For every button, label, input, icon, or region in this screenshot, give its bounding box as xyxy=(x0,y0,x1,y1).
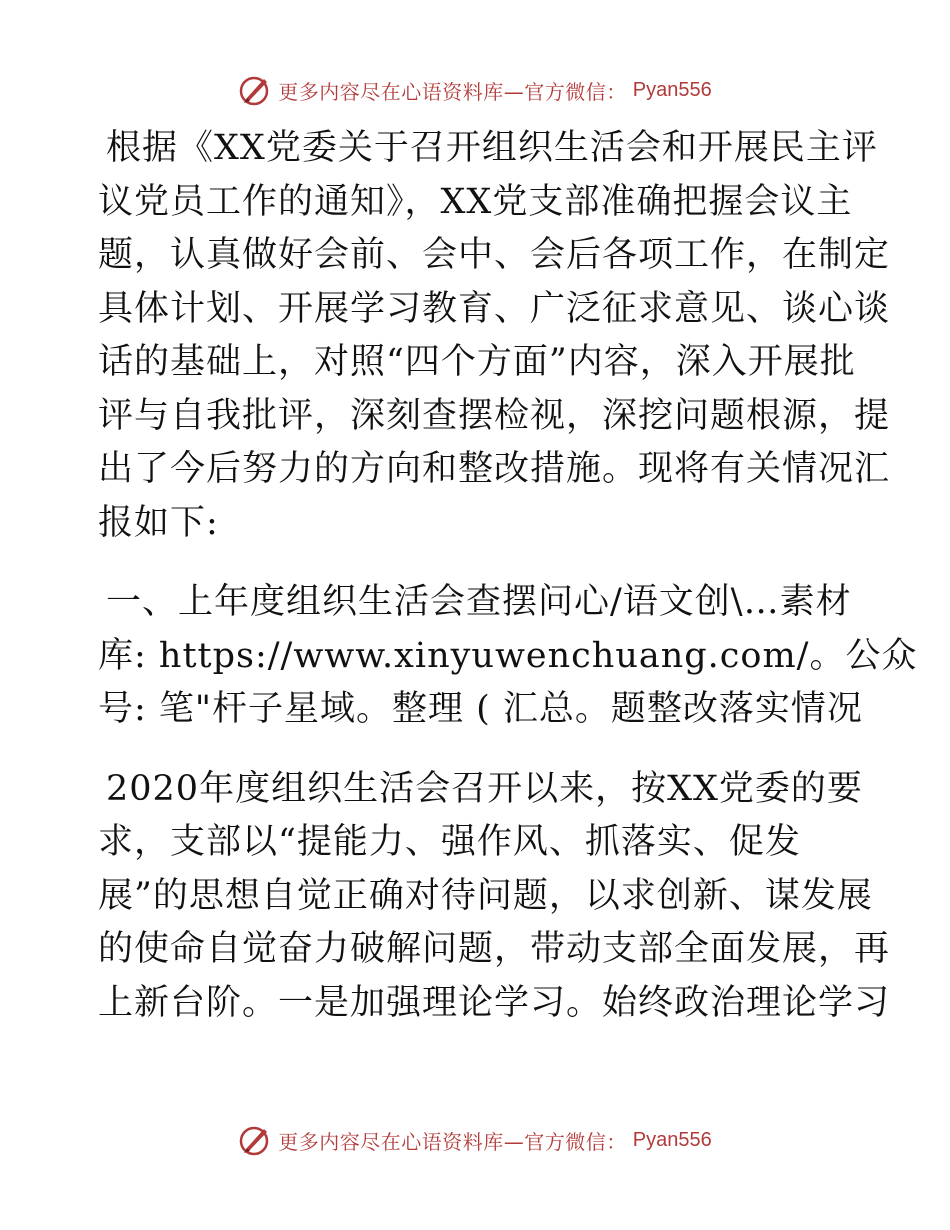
text-line: 展”的思想自觉正确对待问题，以求创新、谋发展 xyxy=(98,875,873,916)
watermark-text: 更多内容尽在心语资料库—官方微信： xyxy=(278,79,627,104)
text-line: 的使命自觉奋力破解问题，带动支部全面发展，再 xyxy=(98,929,891,969)
text-line: 题，认真做好会前、会中、会后各项工作，在制定 xyxy=(98,235,891,275)
text-line: 根据《XX党委关于召开组织生活会和开展民主评 xyxy=(106,128,878,168)
text-line: 出了今后努力的方向和整改措施。现将有关情况汇 xyxy=(98,449,891,489)
text-line: 评与自我批评，深刻查摆检视，深挖问题根源，提 xyxy=(98,395,891,436)
paragraph-section-one-heading xyxy=(98,576,918,737)
paragraph-intro xyxy=(98,122,891,550)
text-line: 话的基础上，对照“四个方面”内容，深入开展批 xyxy=(98,342,856,382)
watermark-text: 更多内容尽在心语资料库—官方微信： xyxy=(278,1129,627,1154)
text-line: 议党员工作的通知》，XX党支部准确把握会议主 xyxy=(98,181,853,222)
document-body xyxy=(98,122,918,1030)
watermark-wechat-id: Pyan556 xyxy=(632,78,712,101)
text-line: 求，支部以“提能力、强作风、抓落实、促发 xyxy=(98,822,801,862)
text-line: 号: 笔"杆子星域。整理 ( 汇总。题整改落实情况 xyxy=(98,689,863,729)
text-line: 2020年度组织生活会召开以来，按XX党委的要 xyxy=(106,768,863,809)
text-line: 库: https://www.xinyuwenchuang.com/。公众 xyxy=(98,635,918,676)
paragraph-section-one-body xyxy=(98,763,891,1031)
text-line: 具体计划、开展学习教育、广泛征求意见、谈心谈 xyxy=(98,288,891,329)
text-line: 报如下: xyxy=(98,502,219,543)
watermark-banner-top xyxy=(0,70,950,110)
text-line: 上新台阶。一是加强理论学习。始终政治理论学习 xyxy=(98,982,891,1023)
watermark-wechat-id: Pyan556 xyxy=(632,1128,712,1151)
watermark-banner-bottom xyxy=(0,1120,950,1160)
quill-pen-logo-icon xyxy=(238,73,272,107)
quill-pen-logo-icon xyxy=(238,1123,272,1157)
text-line: 一、上年度组织生活会查摆问心/语文创\…素材 xyxy=(106,582,852,622)
